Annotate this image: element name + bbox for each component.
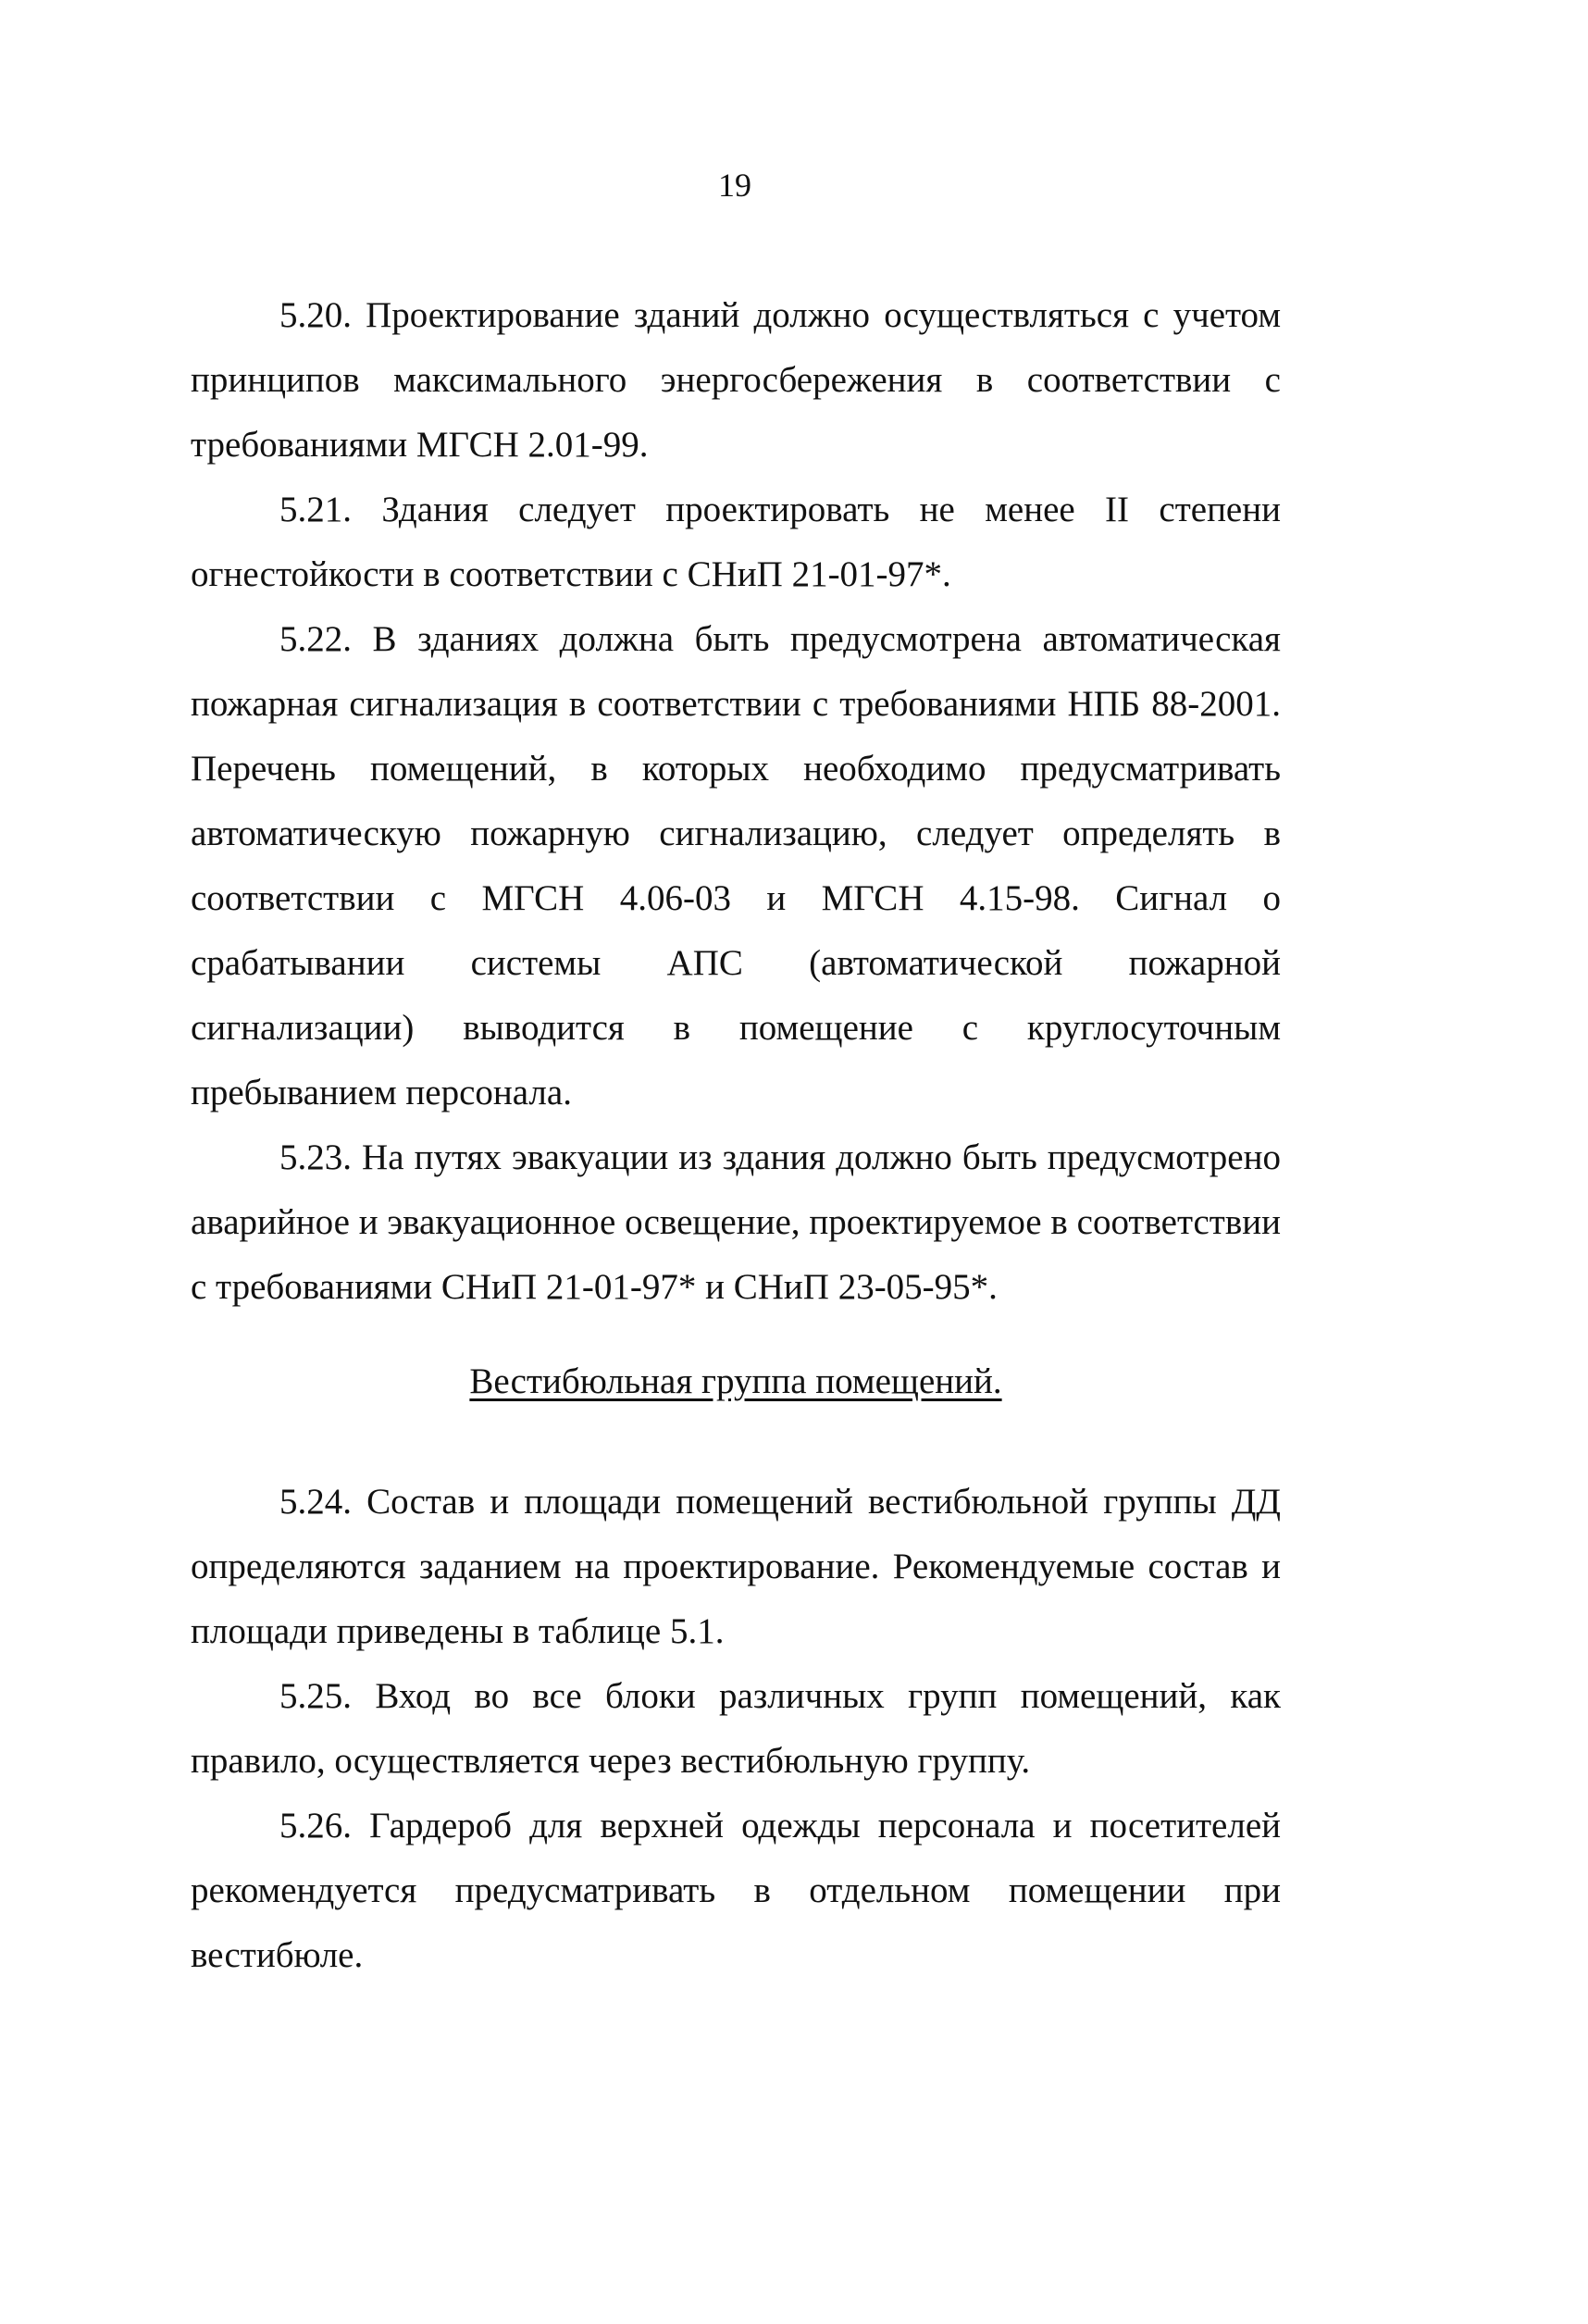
section-vestibule (191, 1470, 1281, 1988)
paragraph-5-26: 5.26. Гардероб для верхней одежды персонала и посетителей рекомендуется предусматривать в отдельном помещении при вестибюле. (191, 1806, 1281, 1975)
paragraph-5-23: 5.23. На путях эвакуации из здания должно быть предусмотрено аварийное и эвакуационное освещение, проектируемое в соответствии с требованиями СНиП 21-01-97* и СНиП 23-05-95*. (191, 1137, 1281, 1307)
paragraph-5-24: 5.24. Состав и площади помещений вестибюльной группы ДД определяются заданием на проектирование. Рекомендуемые состав и площади приведены в таблице 5.1. (191, 1482, 1281, 1651)
section-fire-safety (191, 283, 1281, 1320)
paragraph-5-25: 5.25. Вход во все блоки различных групп помещений, как правило, осуществляется через вестибюльную группу. (191, 1676, 1281, 1781)
paragraph-5-22: 5.22. В зданиях должна быть предусмотрена автоматическая пожарная сигнализация в соответствии с требованиями НПБ 88-2001. Перечень помещений, в которых необходимо предусматривать автоматическую пожарную сигнализацию, следует определять в соответствии с МГСН 4.06-03 и МГСН 4.15-98. Сигнал о срабатывании системы АПС (автоматической пожарной сигнализации) выводится в помещение с круглосуточным пребыванием персонала. (191, 619, 1281, 1112)
paragraph-5-20: 5.20. Проектирование зданий должно осуществляться с учетом принципов максимального энергосбережения в соответствии с требованиями МГСН 2.01-99. (191, 295, 1281, 465)
page-number: 19 (718, 167, 751, 204)
paragraph-5-21: 5.21. Здания следует проектировать не менее II степени огнестойкости в соответствии с СНиП 21-01-97*. (191, 490, 1281, 594)
section-heading: Вестибюльная группа помещений. (469, 1361, 1002, 1401)
